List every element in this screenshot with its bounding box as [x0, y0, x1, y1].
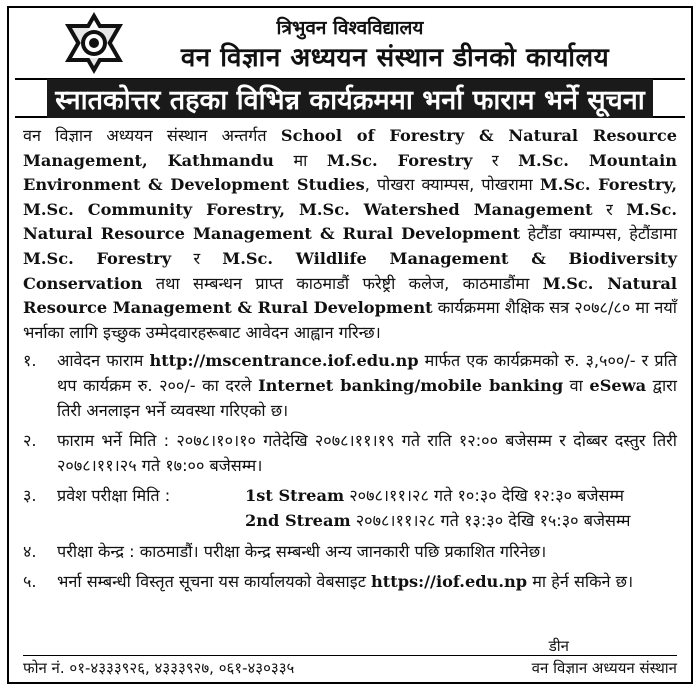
item-text-part: मार्फत एक कार्यक्रमको रु. ३,५००/- र प्रति थप कार्यक्रम रु. २००/- का दरले [57, 351, 677, 395]
item-number: ३. [23, 486, 37, 506]
university-name: त्रिभुवन विश्वविद्यालय [276, 17, 424, 39]
item-text-part: आवेदन फाराम [57, 351, 150, 371]
list-item [23, 570, 677, 595]
stream-value [245, 509, 677, 534]
office-title: वन विज्ञान अध्ययन संस्थान डीनको कार्यालय [180, 43, 610, 73]
stream-name: 2nd Stream [245, 510, 351, 530]
item-number: १. [23, 351, 37, 371]
exam-date-label: प्रवेश परीक्षा मिति : [57, 486, 171, 506]
entrance-url-link[interactable]: http://mscentrance.iof.edu.np [149, 351, 419, 371]
item-text [57, 349, 677, 423]
item-text [57, 570, 677, 595]
notice-page [7, 6, 693, 684]
notice-body [9, 118, 691, 595]
intro-text: मा [273, 150, 327, 170]
list-item [23, 484, 677, 533]
stream-row [57, 509, 677, 534]
intro-text: र [171, 248, 223, 268]
intro-text: कार्यक्रममा शैक्षिक सत्र २०७८/८० मा नयाँ भर्नाका लागि इच्छुक उम्मेदवारहरूबाट आवेदन आह्वान गरिन्छ। [23, 298, 677, 342]
intro-text: वन विज्ञान अध्ययन संस्थान अन्तर्गत [23, 126, 281, 145]
item-text: फाराम भर्ने मिति : २०७८।१०।१० गतेदेखि २०७८।११।१९ गते राति १२:०० बजेसम्म र दोब्बर दस्तुर तिरी २०७८।११।२५ गते १७:०० बजेसम्म। [57, 431, 677, 475]
stream-time: २०७८।११।२८ गते १०:३० देखि १२:३० बजेसम्म [344, 486, 624, 506]
dean-title: डीन [548, 637, 569, 655]
intro-program: M.Sc. Forestry [23, 248, 172, 268]
phone-numbers: फोन नं. ०१-४३३३९२६, ४३३३९२७, ०६१-४३०३३५ [23, 659, 295, 677]
intro-paragraph [23, 124, 677, 345]
list-item [23, 429, 677, 478]
header [9, 8, 691, 76]
intro-program: M.Sc. Mountain Environment & Development Studies [23, 150, 677, 195]
item-text: परीक्षा केन्द्र : काठमाडौं। परीक्षा केन्द्र सम्बन्धी अन्य जानकारी पछि प्रकाशित गरिनेछ। [57, 541, 547, 561]
stream-row [57, 484, 677, 509]
notice-banner [15, 78, 685, 118]
item-number: ४. [23, 541, 37, 561]
payment-method: Internet banking/mobile banking [258, 375, 564, 395]
payment-method: eSewa [589, 375, 647, 395]
intro-program: M.Sc. Wildlife Management & Biodiversity Conservation [23, 248, 677, 293]
item-text-part: द्वारा तिरी अनलाइन भर्ने व्यवस्था गरिएको छ। [57, 375, 677, 420]
website-link[interactable]: https://iof.edu.np [371, 572, 528, 592]
stream-time: २०७८।११।२८ गते १३:३० देखि १५:३० बजेसम्म [350, 510, 631, 530]
item-text-part: भर्ना सम्बन्धी विस्तृत सूचना यस कार्यालयको वेबसाइट [57, 572, 372, 592]
item-number: २. [23, 431, 37, 451]
intro-program: M.Sc. Forestry [326, 150, 473, 170]
intro-program: M.Sc. Natural Resource Management & Rural Development [23, 199, 677, 244]
intro-program: M.Sc. Natural Resource Management & Rural Development [23, 273, 678, 318]
list-item [23, 540, 677, 565]
item-text-part: वा [563, 375, 590, 395]
intro-text: र [592, 199, 627, 219]
notice-title: स्नातकोत्तर तहका विभिन्न कार्यक्रममा भर्ना फाराम भर्ने सूचना [47, 79, 652, 118]
signature-institute: वन विज्ञान अध्ययन संस्थान [531, 659, 677, 677]
footer-rule [23, 655, 677, 656]
intro-program: M.Sc. Forestry, M.Sc. Community Forestry, M.Sc. Watershed Management [23, 175, 678, 219]
intro-program: School of Forestry & Natural Resource Management, Kathmandu [23, 126, 677, 170]
stream-spacer [57, 509, 245, 534]
intro-text: हेटौंडा क्याम्पस, हेटौंडामा [520, 224, 677, 244]
item-number: ५. [23, 572, 37, 592]
item-text-part: मा हेर्न सकिने छ। [527, 572, 634, 592]
list-item [23, 349, 677, 423]
intro-text: , पोखरा क्याम्पस, पोखरामा [364, 175, 540, 195]
notice-list [23, 349, 677, 594]
footer [23, 636, 677, 680]
stream-value [245, 484, 677, 509]
stream-name: 1st Stream [245, 486, 345, 506]
intro-text: र [472, 150, 519, 170]
exam-dates [57, 484, 677, 533]
intro-text: तथा सम्बन्धन प्राप्त काठमाडौं फरेष्ट्री कलेज, काठमाडौंमा [142, 273, 543, 293]
